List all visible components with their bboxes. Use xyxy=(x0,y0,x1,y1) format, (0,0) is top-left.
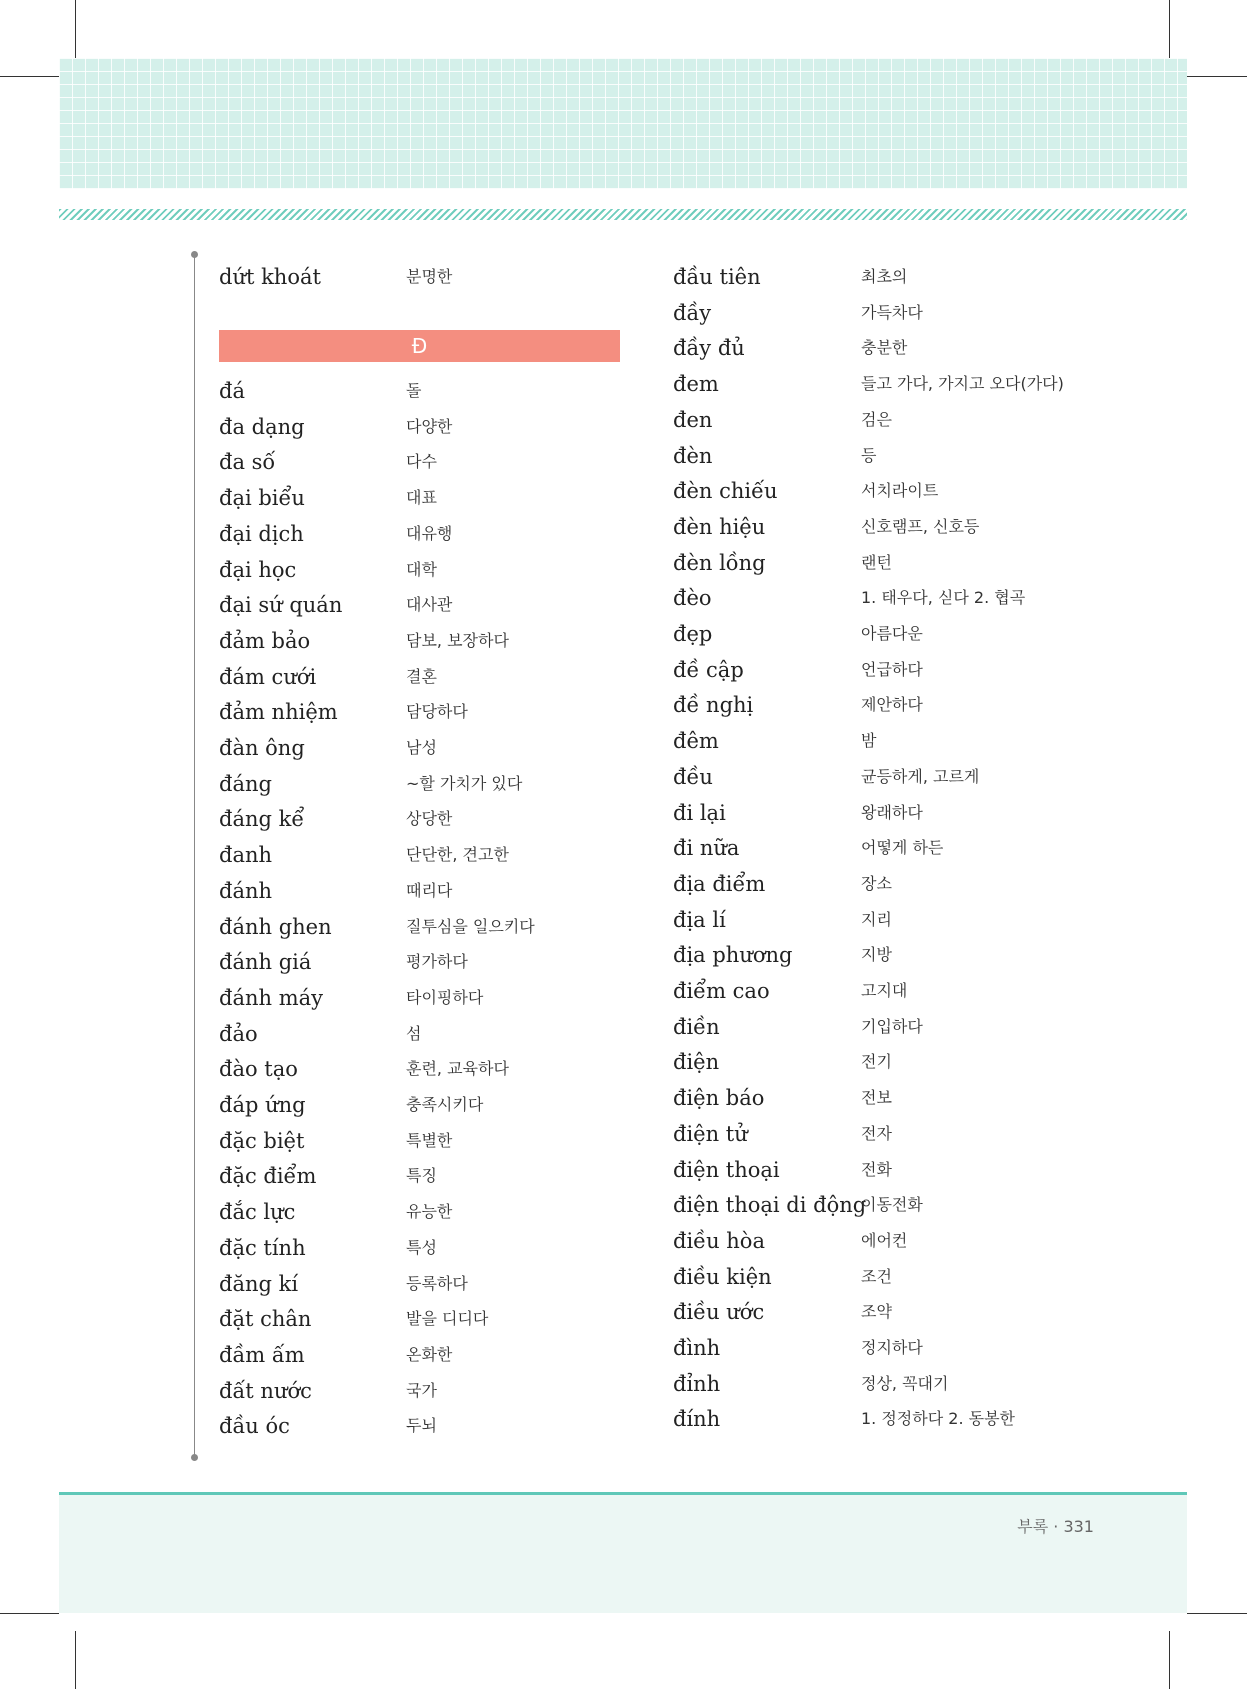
korean-meaning: 이동전화 xyxy=(861,1195,923,1215)
vietnamese-word: điều ước xyxy=(673,1300,765,1325)
vietnamese-word: điện tử xyxy=(673,1121,748,1146)
crop-mark xyxy=(1169,1631,1170,1689)
korean-meaning: 특별한 xyxy=(406,1130,453,1150)
crop-mark xyxy=(1169,0,1170,58)
crop-mark xyxy=(1187,1613,1247,1614)
vietnamese-word: đặc tính xyxy=(219,1235,306,1260)
korean-meaning: 들고 가다, 가지고 오다(가다) xyxy=(861,374,1064,394)
korean-meaning: 두뇌 xyxy=(406,1416,437,1436)
korean-meaning: 검은 xyxy=(861,409,892,429)
vietnamese-word: đều xyxy=(673,764,713,789)
korean-meaning: 등 xyxy=(861,445,877,465)
korean-meaning: 대유행 xyxy=(406,523,453,543)
korean-meaning: 단단한, 견고한 xyxy=(406,845,509,865)
column-rule-dot-bottom xyxy=(191,1454,198,1461)
korean-meaning: 밤 xyxy=(861,731,877,751)
vietnamese-word: đầy xyxy=(673,300,712,325)
vietnamese-word: đáng xyxy=(219,771,272,796)
korean-meaning: 균등하게, 고르게 xyxy=(861,766,980,786)
korean-meaning: 섬 xyxy=(406,1023,422,1043)
vietnamese-word: đèn chiếu xyxy=(673,479,778,504)
vietnamese-word: điện thoại xyxy=(673,1157,780,1182)
vietnamese-word: địa phương xyxy=(673,943,793,968)
korean-meaning: 훈련, 교육하다 xyxy=(406,1059,509,1079)
column-rule xyxy=(194,254,195,1458)
vietnamese-word: đi lại xyxy=(673,800,726,825)
korean-meaning: 아름다운 xyxy=(861,624,923,643)
vietnamese-word: đặt chân xyxy=(219,1307,312,1332)
vietnamese-word: đàn ông xyxy=(219,736,305,760)
korean-meaning: 대표 xyxy=(406,488,437,508)
vietnamese-word: đảm bảo xyxy=(219,628,311,653)
vietnamese-word: đánh giá xyxy=(219,950,312,975)
korean-meaning: 1. 태우다, 싣다 2. 협곡 xyxy=(861,588,1026,608)
vietnamese-word: điện xyxy=(673,1050,720,1075)
korean-meaning: 대학 xyxy=(406,559,437,579)
vietnamese-word: địa điểm xyxy=(673,871,766,896)
crop-mark xyxy=(75,0,76,58)
vietnamese-word: dứt khoát xyxy=(219,265,321,289)
korean-meaning: 등록하다 xyxy=(406,1273,468,1293)
crop-mark xyxy=(0,76,59,77)
korean-meaning: 제안하다 xyxy=(861,695,923,715)
korean-meaning: 정지하다 xyxy=(861,1338,923,1357)
korean-meaning: 온화한 xyxy=(406,1344,453,1364)
vietnamese-word: đại dịch xyxy=(219,521,304,546)
vietnamese-word: đại sứ quán xyxy=(219,593,343,618)
vietnamese-word: đanh xyxy=(219,843,273,868)
korean-meaning: 지방 xyxy=(861,945,892,965)
korean-meaning: 특징 xyxy=(406,1166,437,1186)
vietnamese-word: đá xyxy=(219,379,245,403)
crop-mark xyxy=(1187,76,1247,77)
vietnamese-word: đánh máy xyxy=(219,985,323,1010)
vietnamese-word: đêm xyxy=(673,729,719,754)
vietnamese-word: đèn hiệu xyxy=(673,514,766,539)
korean-meaning: 특성 xyxy=(406,1237,437,1257)
korean-meaning: 담보, 보장하다 xyxy=(406,630,509,650)
korean-meaning: 조건 xyxy=(861,1266,892,1286)
korean-meaning: 랜턴 xyxy=(861,552,892,572)
korean-meaning: 어떻게 하든 xyxy=(861,838,944,858)
korean-meaning: 기입하다 xyxy=(861,1016,923,1036)
korean-meaning: 에어컨 xyxy=(861,1230,908,1250)
vietnamese-word: đi nữa xyxy=(673,836,740,861)
korean-meaning: 장소 xyxy=(861,873,892,893)
vietnamese-word: đặc biệt xyxy=(219,1128,305,1153)
header-grid-band xyxy=(59,58,1187,189)
vietnamese-word: đen xyxy=(673,407,713,432)
vietnamese-word: đánh ghen xyxy=(219,914,332,939)
korean-meaning: 가득차다 xyxy=(861,302,923,322)
vietnamese-word: đề nghị xyxy=(673,693,754,718)
vietnamese-word: đáng kể xyxy=(219,807,305,832)
vietnamese-word: đăng kí xyxy=(219,1271,299,1296)
crop-mark xyxy=(0,1613,59,1614)
korean-meaning: 국가 xyxy=(406,1380,437,1400)
korean-meaning: 때리다 xyxy=(406,880,453,900)
vietnamese-word: điện báo xyxy=(673,1086,765,1111)
vietnamese-word: đình xyxy=(673,1336,721,1360)
section-header-d: Đ xyxy=(219,330,620,362)
footer-band xyxy=(59,1495,1187,1613)
vietnamese-word: điền xyxy=(673,1014,720,1039)
vietnamese-word: đào tạo xyxy=(219,1057,298,1082)
vietnamese-word: đầy đủ xyxy=(673,336,745,361)
korean-meaning: 서치라이트 xyxy=(861,481,939,501)
vietnamese-word: đất nước xyxy=(219,1378,312,1403)
vietnamese-word: đắc lực xyxy=(219,1200,296,1225)
vietnamese-word: đầu óc xyxy=(219,1414,290,1439)
korean-meaning: 충족시키다 xyxy=(406,1095,484,1114)
vietnamese-word: đa số xyxy=(219,450,276,475)
korean-meaning: 유능한 xyxy=(406,1202,453,1222)
korean-meaning: 고지대 xyxy=(861,981,908,1000)
page-number: 부록 · 331 xyxy=(1017,1517,1094,1536)
vietnamese-word: đại học xyxy=(219,557,297,582)
vietnamese-word: đèn xyxy=(673,443,713,468)
korean-meaning: ~할 가치가 있다 xyxy=(406,773,523,793)
vietnamese-word: đính xyxy=(673,1407,721,1432)
vietnamese-word: đảm nhiệm xyxy=(219,700,338,725)
korean-meaning: 지리 xyxy=(861,909,892,929)
korean-meaning: 돌 xyxy=(406,381,422,400)
korean-meaning: 언급하다 xyxy=(861,659,923,679)
korean-meaning: 충분한 xyxy=(861,338,908,358)
korean-meaning: 평가하다 xyxy=(406,952,468,972)
korean-meaning: 왕래하다 xyxy=(861,802,923,822)
vietnamese-word: đèn lồng xyxy=(673,550,766,575)
vietnamese-word: điều hòa xyxy=(673,1228,765,1253)
korean-meaning: 결혼 xyxy=(406,666,437,686)
vietnamese-word: điều kiện xyxy=(673,1264,772,1289)
korean-meaning: 정상, 꼭대기 xyxy=(861,1373,949,1393)
vietnamese-word: đánh xyxy=(219,878,273,903)
korean-meaning: 신호램프, 신호등 xyxy=(861,516,980,536)
korean-meaning: 1. 정정하다 2. 동봉한 xyxy=(861,1409,1015,1429)
vietnamese-word: đặc điểm xyxy=(219,1164,317,1189)
vietnamese-word: đầm ấm xyxy=(219,1342,305,1367)
vietnamese-word: đem xyxy=(673,372,719,397)
korean-meaning: 최초의 xyxy=(861,267,908,286)
vietnamese-word: đảo xyxy=(219,1021,258,1046)
korean-meaning: 다수 xyxy=(406,452,437,472)
korean-meaning: 조약 xyxy=(861,1302,892,1322)
vietnamese-word: đáp ứng xyxy=(219,1093,306,1117)
korean-meaning: 담당하다 xyxy=(406,702,468,722)
korean-meaning: 다양한 xyxy=(406,416,453,436)
vietnamese-word: đề cập xyxy=(673,657,744,682)
vietnamese-word: đám cưới xyxy=(219,664,317,689)
vietnamese-word: điện thoại di động xyxy=(673,1193,867,1218)
vietnamese-word: đầu tiên xyxy=(673,265,761,289)
korean-meaning: 전화 xyxy=(861,1159,892,1179)
korean-meaning: 전기 xyxy=(861,1052,892,1072)
korean-meaning: 타이핑하다 xyxy=(406,987,484,1007)
korean-meaning: 질투심을 일으키다 xyxy=(406,916,535,936)
vietnamese-word: địa lí xyxy=(673,907,726,932)
korean-meaning: 분명한 xyxy=(406,267,453,286)
vietnamese-word: điểm cao xyxy=(673,979,770,1003)
crop-mark xyxy=(75,1631,76,1689)
korean-meaning: 대사관 xyxy=(406,595,453,615)
korean-meaning: 상당한 xyxy=(406,809,453,829)
vietnamese-word: đa dạng xyxy=(219,414,305,439)
korean-meaning: 발을 디디다 xyxy=(406,1309,489,1329)
vietnamese-word: đỉnh xyxy=(673,1371,721,1396)
header-hatch-stripe xyxy=(59,209,1187,220)
vietnamese-word: đẹp xyxy=(673,622,713,646)
korean-meaning: 전자 xyxy=(861,1123,892,1143)
column-rule-dot-top xyxy=(191,251,198,258)
korean-meaning: 전보 xyxy=(861,1088,892,1108)
vietnamese-word: đại biểu xyxy=(219,486,305,511)
korean-meaning: 남성 xyxy=(406,738,437,757)
vietnamese-word: đèo xyxy=(673,586,712,611)
